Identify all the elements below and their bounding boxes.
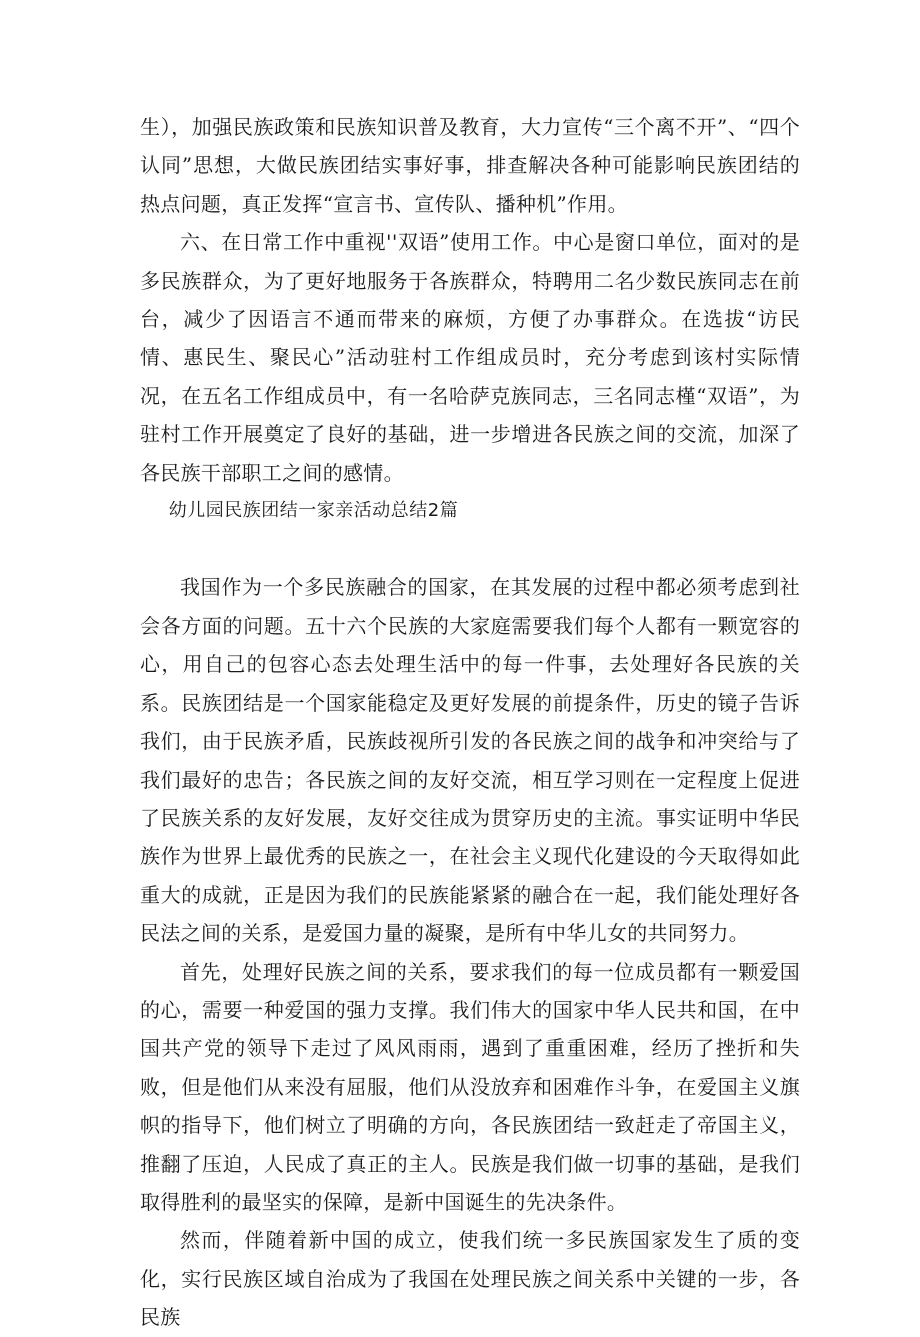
paragraph-continued: 生），加强民族政策和民族知识普及教育，大力宣传“三个离不开”、“四个认同”思想，大做民族团结实事好事，排查解决各种可能影响民族团结的热点问题，真正发挥“宣言书、宣传队、播种机”作用。 xyxy=(140,115,800,216)
paragraph-first: 首先，处理好民族之间的关系，要求我们的每一位成员都有一颗爱国的心，需要一种爱国的强力支撑。我们伟大的国家中华人民共和国，在中国共产党的领导下走过了风风雨雨，遇到了重重困难，经历了挫折和失败，但是他们从来没有屈服，他们从没放弃和困难作斗争，在爱国主义旗帜的指导下，他们树立了明确的方向，各民族团结一致赶走了帝国主义，推翻了压迫，人民成了真正的主人。民族是我们做一切事的基础，是我们取得胜利的最坚实的保障，是新中国诞生的先决条件。 xyxy=(140,959,800,1214)
paragraph-bilingual-work: 六、在日常工作中重视''双语”使用工作。中心是窗口单位，面对的是多民族群众，为了更好地服务于各族群众，特聘用二名少数民族同志在前台，减少了因语言不通而带来的麻烦，方便了办事群众。在选拔“访民情、惠民生、聚民心”活动驻村工作组成员时，充分考虑到该村实际情况，在五名工作组成员中，有一名哈萨克族同志，三名同志槿“双语”，为驻村工作开展奠定了良好的基础，进一步增进各民族之间的交流，加深了各民族干部职工之间的感情。 xyxy=(140,230,800,485)
paragraph-however: 然而，伴随着新中国的成立，使我们统一多民族国家发生了质的变化，实行民族区域自治成为了我国在处理民族之间关系中关键的一步，各民族 xyxy=(140,1228,800,1330)
section-title: 幼儿园民族团结一家亲活动总结2篇 xyxy=(168,500,459,522)
paragraph-intro: 我国作为一个多民族融合的国家，在其发展的过程中都必须考虑到社会各方面的问题。五十六个民族的大家庭需要我们每个人都有一颗宽容的心，用自己的包容心态去处理生活中的每一件事，去处理好各民族的关系。民族团结是一个国家能稳定及更好发展的前提条件，历史的镜子告诉我们，由于民族矛盾，民族歧视所引发的各民族之间的战争和冲突给与了我们最好的忠告；各民族之间的友好交流，相互学习则在一定程度上促进了民族关系的友好发展，友好交往成为贯穿历史的主流。事实证明中华民族作为世界上最优秀的民族之一，在社会主义现代化建设的今天取得如此重大的成就，正是因为我们的民族能紧紧的融合在一起，我们能处理好各民法之间的关系，是爱国力量的凝聚，是所有中华儿女的共同努力。 xyxy=(140,575,800,946)
document-body xyxy=(140,108,800,1337)
blank-line xyxy=(140,530,800,568)
